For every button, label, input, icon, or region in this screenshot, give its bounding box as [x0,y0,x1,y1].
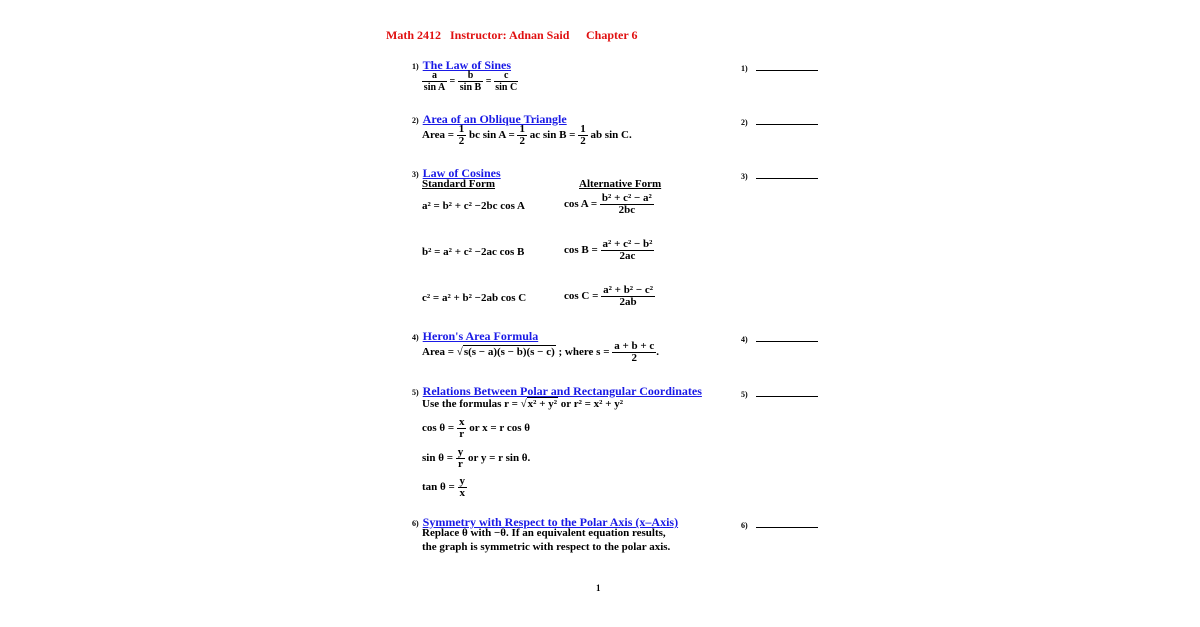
section-title: Area of an Oblique Triangle [422,112,567,126]
answer-number: 6) [741,521,748,530]
lead: cos A = [564,198,598,211]
symmetry-line-1: Replace θ with −θ. If an equivalent equation results, [422,527,666,539]
section-title: The Law of Sines [422,58,512,72]
answer-blank[interactable] [756,388,818,397]
denominator: 2 [631,352,637,364]
alternative-form-heading: Alternative Form [579,178,662,190]
denominator: sin A [423,82,446,93]
numerator: x [458,416,465,428]
answer-blank[interactable] [756,116,818,125]
section-number: 2) [412,116,419,125]
section-title: Heron's Area Formula [422,329,539,343]
lead: Use the formulas r = √ [422,398,527,410]
cos-theta-formula [422,417,530,440]
cosine-standard-c: c² = a² + b² −2ab cos C [422,292,527,304]
answer-line-1[interactable] [741,58,818,76]
answer-line-4[interactable] [741,329,818,347]
term: ac sin B = [529,129,576,142]
area-formula [422,124,632,147]
section-number: 4) [412,333,419,342]
sin-theta-formula [422,447,530,470]
numerator: a + b + c [614,340,655,352]
section-title: Symmetry with Respect to the Polar Axis (x–Axis) [422,515,679,529]
numerator: b² + c² − a² [601,192,652,204]
chapter-label: Chapter 6 [586,28,638,42]
numerator: a² + c² − b² [602,238,653,250]
instructor-label: Instructor: Adnan Said [450,28,570,42]
answer-number: 5) [741,390,748,399]
page-number: 1 [596,583,601,593]
period: . [656,346,660,359]
section-number: 5) [412,388,419,397]
cosine-alternative-a [564,193,654,216]
equals: = [485,75,492,87]
tail: or x = r cos θ [469,422,530,435]
answer-line-6[interactable] [741,515,818,533]
answer-blank[interactable] [756,519,818,528]
answer-blank[interactable] [756,333,818,342]
section-number: 6) [412,519,419,528]
answer-line-2[interactable] [741,112,818,130]
answer-number: 2) [741,118,748,127]
answer-number: 1) [741,64,748,73]
term: ab sin C. [590,129,632,142]
radicand: s(s − a)(s − b)(s − c) [463,346,555,359]
cosine-alternative-c [564,285,655,308]
term: bc sin A = [469,129,515,142]
denominator: r [458,458,463,470]
radicand: x² + y² [527,398,558,410]
law-of-sines-formula [422,70,518,93]
numerator: b [458,70,484,82]
polar-formulas-line [422,398,623,410]
lead: cos B = [564,244,598,257]
numerator: 1 [458,123,465,135]
where-text: ; where s = [558,346,610,359]
denominator: 2ab [619,296,637,308]
lead: Area = √ [422,346,463,359]
numerator: y [459,475,466,487]
equals: = [449,75,456,87]
denominator: 2 [519,135,525,147]
section-number: 3) [412,170,419,179]
fraction [458,70,484,93]
symmetry-line-2: the graph is symmetric with respect to the polar axis. [422,541,671,553]
page-header [386,28,569,43]
lead: cos C = [564,290,599,303]
area-lead: Area = [422,129,455,142]
numerator: a² + b² − c² [603,284,654,296]
section-title: Relations Between Polar and Rectangular Coordinates [422,384,702,398]
course-label: Math 2412 [386,28,441,42]
lead: sin θ = [422,452,453,465]
tail: or y = r sin θ. [467,452,531,465]
standard-form-heading: Standard Form [422,178,496,190]
answer-number: 3) [741,172,748,181]
section-title: Law of Cosines [422,166,501,180]
tan-theta-formula [422,476,467,499]
numerator: 1 [580,123,586,135]
lead: tan θ = [422,481,455,494]
numerator: c [494,70,518,82]
cosine-standard-b: b² = a² + c² −2ac cos B [422,246,525,258]
alt: or r² = x² + y² [558,398,624,410]
numerator: a [422,70,447,82]
fraction [494,70,518,93]
denominator: 2 [580,135,586,147]
denominator: 2 [458,135,465,147]
denominator: sin C [495,82,518,93]
numerator: y [457,446,464,458]
denominator: r [459,428,465,440]
fraction [422,70,447,93]
denominator: x [459,487,466,499]
numerator: 1 [519,123,525,135]
cosine-alternative-b [564,239,654,262]
answer-line-5[interactable] [741,384,818,402]
denominator: sin B [459,82,482,93]
denominator: 2bc [618,204,636,216]
heron-formula [422,341,659,364]
lead: cos θ = [422,422,455,435]
section-number: 1) [412,62,419,71]
cosine-standard-a: a² = b² + c² −2bc cos A [422,200,525,212]
answer-number: 4) [741,335,748,344]
denominator: 2ac [619,250,636,262]
answer-line-3[interactable] [741,166,818,184]
answer-blank[interactable] [756,62,818,71]
answer-blank[interactable] [756,170,818,179]
